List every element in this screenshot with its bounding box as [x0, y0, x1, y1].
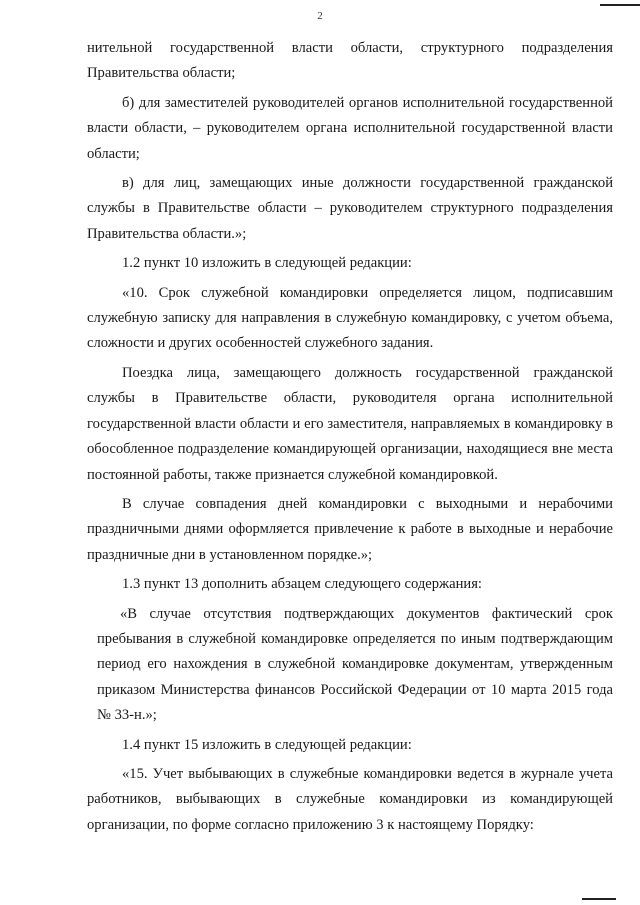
paragraph-subitem-b: б) для заместителей руководителей органов исполнительной государственной власти области, – руководителем органа исполнительной государственной власти области;: [87, 94, 613, 162]
paragraph-point-15: «15. Учет выбывающих в служебные командировки ведется в журнале учета работников, выбывающих в служебные командировки из командирующей организации, по форме согласно приложению 3 к настоящему Порядку:: [87, 765, 613, 833]
quote-block-point-13: [87, 602, 613, 729]
paragraph-item-1-3: 1.3 пункт 13 дополнить абзацем следующего содержания:: [122, 576, 482, 593]
page-number: 2: [317, 10, 323, 22]
scan-mark-top-right: [600, 4, 640, 6]
document-body: [87, 36, 613, 842]
paragraph-subitem-v: в) для лиц, замещающих иные должности государственной гражданской службы в Правительстве области – руководителем структурного подразделения Правительства области.»;: [87, 175, 613, 242]
paragraph-continuation: нительной государственной власти области, структурного подразделения Правительства области;: [87, 40, 613, 82]
paragraph-item-1-4: 1.4 пункт 15 изложить в следующей редакции:: [122, 736, 412, 753]
paragraph-point-10: «10. Срок служебной командировки определяется лицом, подписавшим служебную записку для направления в служебную командировку, с учетом объема, сложности и других особенностей служебного задания.: [87, 284, 613, 352]
paragraph-weekend-days: В случае совпадения дней командировки с выходными и нерабочими праздничными днями оформляется привлечение к работе в выходные и нерабочие праздничные дни в установленном порядке.»;: [87, 495, 613, 563]
paragraph-point-13-addition: «В случае отсутствия подтверждающих документов фактический срок пребывания в служебной командировке определяется по иным подтверждающим период его нахождения в служебной командировке документам, утвержденным приказом Министерства финансов Российской Федерации от 10 марта 2015 года № 33-н.»;: [97, 605, 613, 724]
scan-mark-bottom-right: [582, 898, 616, 900]
paragraph-trip-definition: Поездка лица, замещающего должность государственной гражданской службы в Правительстве области, руководителя органа исполнительной государственной власти области и его заместителя, направляемых в командировку в обособленное подразделение командирующей организации, находящиеся вне места постоянной работы, также признается служебной командировкой.: [87, 364, 613, 483]
paragraph-item-1-2: 1.2 пункт 10 изложить в следующей редакции:: [122, 255, 412, 272]
